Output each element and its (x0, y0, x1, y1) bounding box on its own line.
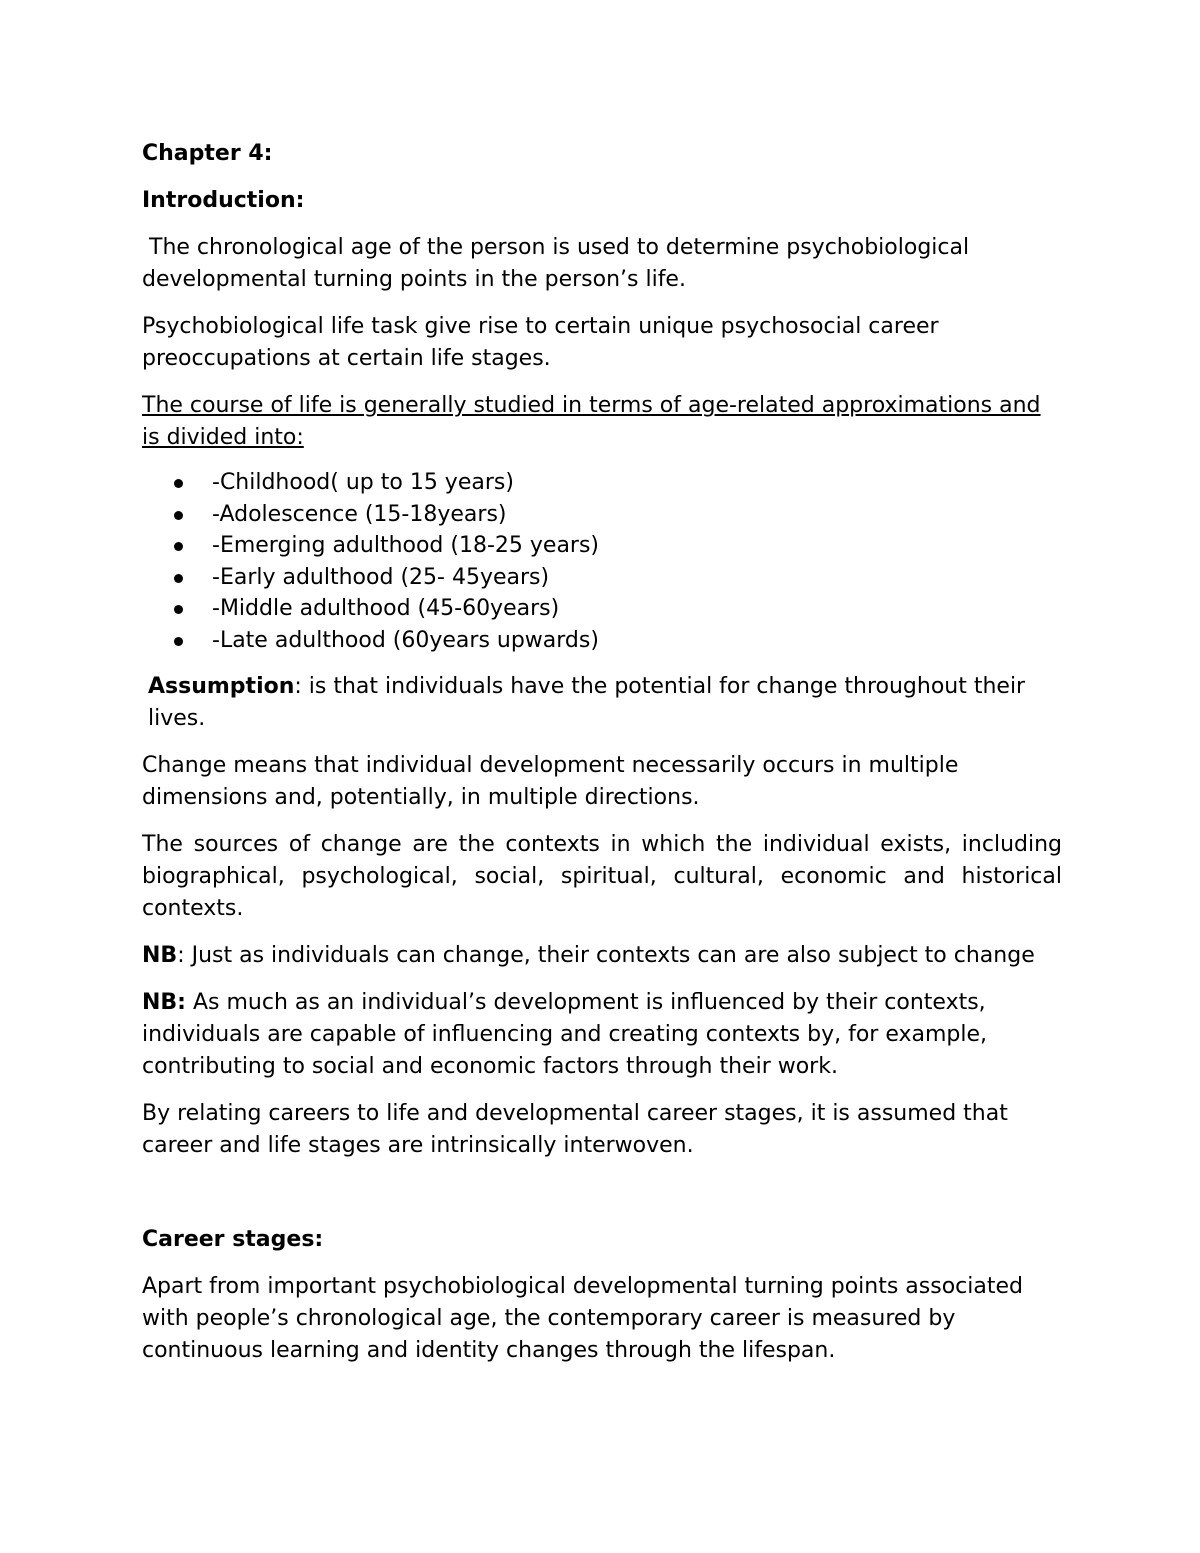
life-stage-label: -Late adulthood (60years upwards) (212, 627, 599, 653)
nb-paragraph-1 (142, 940, 1062, 972)
nb-text: As much as an individual’s development is influenced by their contexts, individuals are capable of influencing and creating contexts by, for example, contributing to social and economic factors through their work. (142, 990, 988, 1079)
bullet-icon (174, 605, 183, 614)
career-stages-paragraph: Apart from important psychobiological developmental turning points associated with people’s chronological age, the contemporary career is measured by continuous learning and identity changes through the lifespan. (142, 1274, 1023, 1363)
introduction-heading: Introduction: (142, 188, 305, 213)
nb-text: : Just as individuals can change, their contexts can are also subject to change (177, 943, 1035, 968)
list-item (142, 593, 1062, 625)
bullet-icon (174, 479, 183, 488)
nb-label: NB: (142, 990, 186, 1015)
change-paragraph: Change means that individual development necessarily occurs in multiple dimensions and, potentially, in multiple directions. (142, 753, 959, 810)
nb-label: NB (142, 943, 178, 968)
list-item (142, 530, 1062, 562)
intro-paragraph-1: The chronological age of the person is used to determine psychobiological developmental turning points in the person’s life. (142, 235, 977, 292)
chapter-heading: Chapter 4: (142, 141, 273, 166)
bullet-icon (174, 511, 183, 520)
document-page (142, 138, 1062, 1382)
list-item (142, 499, 1062, 531)
bullet-icon (174, 574, 183, 583)
list-item (142, 467, 1062, 499)
life-stage-label: -Middle adulthood (45-60years) (212, 596, 560, 621)
assumption-label: Assumption (148, 674, 295, 699)
life-stages-list (142, 467, 1062, 656)
life-stage-label: -Adolescence (15-18years) (212, 501, 507, 527)
relating-careers-paragraph: By relating careers to life and developmental career stages, it is assumed that career and life stages are intrinsically interwoven. (142, 1101, 1008, 1158)
blank-line (142, 1177, 1062, 1224)
list-item (142, 562, 1062, 594)
assumption-text: : is that individuals have the potential for change throughout their lives. (148, 674, 1026, 731)
career-stages-heading: Career stages: (142, 1227, 324, 1252)
assumption-paragraph (142, 671, 1062, 735)
list-item (142, 625, 1062, 657)
course-of-life-statement: The course of life is generally studied in terms of age-related approximations and is divided into: (142, 393, 1041, 450)
sources-of-change-paragraph: The sources of change are the contexts in which the individual exists, including biographical, psychological, social, spiritual, cultural, economic and historical contexts. (142, 832, 1062, 921)
bullet-icon (174, 542, 183, 551)
bullet-icon (174, 637, 183, 646)
nb-paragraph-2 (142, 987, 1062, 1083)
intro-paragraph-2: Psychobiological life task give rise to certain unique psychosocial career preoccupations at certain life stages. (142, 314, 939, 371)
life-stage-label: -Emerging adulthood (18-25 years) (212, 533, 600, 558)
life-stage-label: -Early adulthood (25- 45years) (212, 564, 550, 590)
life-stage-label: -Childhood( up to 15 years) (212, 470, 514, 495)
